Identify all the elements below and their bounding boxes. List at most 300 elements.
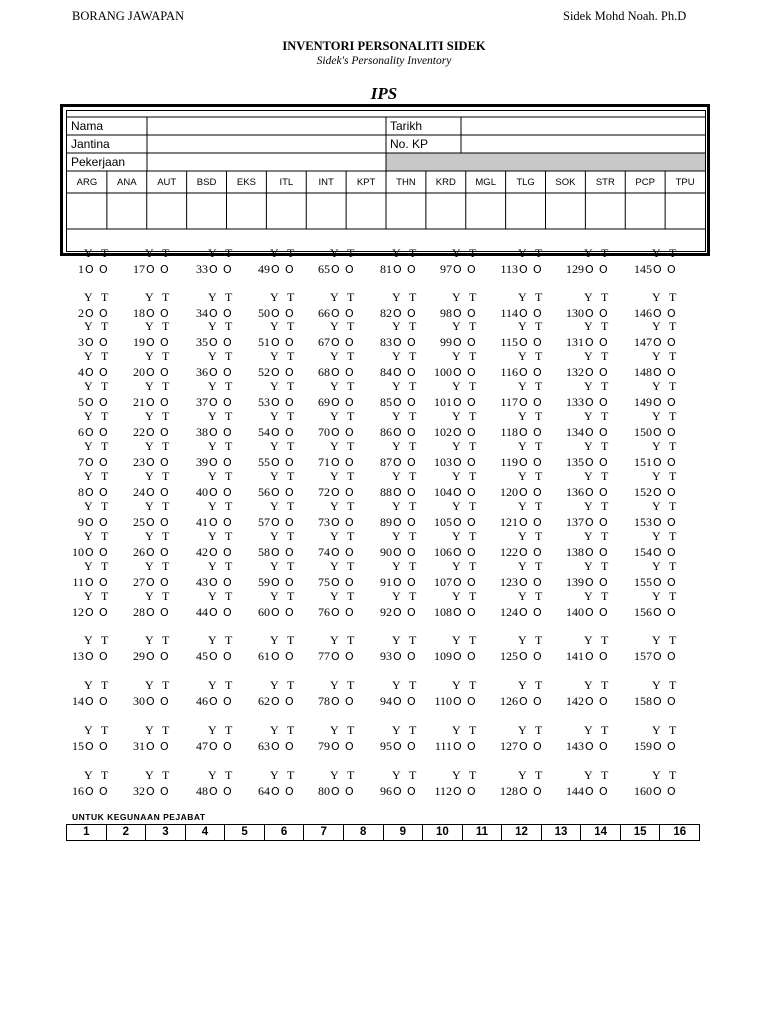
answer-no-bubble[interactable]: O [345, 650, 354, 663]
answer-yes-bubble[interactable]: O [519, 650, 528, 663]
answer-yes-bubble[interactable]: O [453, 606, 462, 619]
answer-yes-bubble[interactable]: O [331, 336, 340, 349]
answer-no-bubble[interactable]: O [407, 486, 416, 499]
answer-no-bubble[interactable]: O [285, 486, 294, 499]
answer-no-bubble[interactable]: O [533, 516, 542, 529]
answer-no-bubble[interactable]: O [467, 396, 476, 409]
answer-yes-bubble[interactable]: O [653, 263, 662, 276]
answer-no-bubble[interactable]: O [667, 486, 676, 499]
answer-yes-bubble[interactable]: O [271, 456, 280, 469]
answer-yes-bubble[interactable]: O [393, 263, 402, 276]
answer-yes-bubble[interactable]: O [519, 366, 528, 379]
answer-yes-bubble[interactable]: O [271, 396, 280, 409]
answer-no-bubble[interactable]: O [407, 456, 416, 469]
answer-no-bubble[interactable]: O [533, 606, 542, 619]
answer-no-bubble[interactable]: O [285, 546, 294, 559]
answer-yes-bubble[interactable]: O [271, 263, 280, 276]
answer-no-bubble[interactable]: O [223, 307, 232, 320]
answer-yes-bubble[interactable]: O [209, 606, 218, 619]
answer-no-bubble[interactable]: O [160, 695, 169, 708]
answer-yes-bubble[interactable]: O [453, 366, 462, 379]
answer-yes-bubble[interactable]: O [653, 426, 662, 439]
answer-no-bubble[interactable]: O [99, 336, 108, 349]
answer-yes-bubble[interactable]: O [331, 606, 340, 619]
answer-no-bubble[interactable]: O [467, 695, 476, 708]
answer-yes-bubble[interactable]: O [209, 307, 218, 320]
answer-yes-bubble[interactable]: O [393, 576, 402, 589]
answer-no-bubble[interactable]: O [667, 366, 676, 379]
answer-no-bubble[interactable]: O [99, 740, 108, 753]
answer-no-bubble[interactable]: O [407, 336, 416, 349]
answer-no-bubble[interactable]: O [160, 396, 169, 409]
answer-yes-bubble[interactable]: O [453, 576, 462, 589]
answer-yes-bubble[interactable]: O [653, 546, 662, 559]
answer-no-bubble[interactable]: O [533, 650, 542, 663]
answer-yes-bubble[interactable]: O [453, 336, 462, 349]
answer-yes-bubble[interactable]: O [453, 695, 462, 708]
answer-no-bubble[interactable]: O [599, 546, 608, 559]
answer-yes-bubble[interactable]: O [453, 307, 462, 320]
answer-no-bubble[interactable]: O [467, 366, 476, 379]
answer-no-bubble[interactable]: O [345, 307, 354, 320]
answer-yes-bubble[interactable]: O [146, 695, 155, 708]
answer-yes-bubble[interactable]: O [393, 740, 402, 753]
answer-yes-bubble[interactable]: O [519, 695, 528, 708]
answer-yes-bubble[interactable]: O [85, 456, 94, 469]
answer-no-bubble[interactable]: O [599, 740, 608, 753]
answer-yes-bubble[interactable]: O [653, 695, 662, 708]
answer-no-bubble[interactable]: O [285, 785, 294, 798]
answer-no-bubble[interactable]: O [223, 695, 232, 708]
answer-no-bubble[interactable]: O [533, 695, 542, 708]
answer-no-bubble[interactable]: O [599, 785, 608, 798]
answer-yes-bubble[interactable]: O [331, 263, 340, 276]
answer-no-bubble[interactable]: O [467, 307, 476, 320]
answer-no-bubble[interactable]: O [345, 486, 354, 499]
answer-no-bubble[interactable]: O [599, 263, 608, 276]
answer-yes-bubble[interactable]: O [585, 546, 594, 559]
answer-no-bubble[interactable]: O [345, 396, 354, 409]
answer-yes-bubble[interactable]: O [393, 307, 402, 320]
answer-yes-bubble[interactable]: O [585, 740, 594, 753]
answer-yes-bubble[interactable]: O [453, 785, 462, 798]
answer-no-bubble[interactable]: O [467, 785, 476, 798]
answer-no-bubble[interactable]: O [599, 456, 608, 469]
answer-no-bubble[interactable]: O [345, 263, 354, 276]
answer-no-bubble[interactable]: O [285, 366, 294, 379]
answer-no-bubble[interactable]: O [667, 695, 676, 708]
answer-no-bubble[interactable]: O [667, 740, 676, 753]
answer-yes-bubble[interactable]: O [653, 576, 662, 589]
answer-yes-bubble[interactable]: O [209, 546, 218, 559]
answer-yes-bubble[interactable]: O [519, 576, 528, 589]
answer-yes-bubble[interactable]: O [209, 785, 218, 798]
answer-yes-bubble[interactable]: O [146, 366, 155, 379]
answer-yes-bubble[interactable]: O [85, 650, 94, 663]
answer-no-bubble[interactable]: O [599, 650, 608, 663]
answer-yes-bubble[interactable]: O [393, 336, 402, 349]
answer-no-bubble[interactable]: O [407, 263, 416, 276]
answer-yes-bubble[interactable]: O [331, 576, 340, 589]
answer-no-bubble[interactable]: O [223, 785, 232, 798]
answer-no-bubble[interactable]: O [160, 336, 169, 349]
answer-yes-bubble[interactable]: O [585, 307, 594, 320]
answer-no-bubble[interactable]: O [533, 456, 542, 469]
answer-yes-bubble[interactable]: O [209, 576, 218, 589]
answer-no-bubble[interactable]: O [99, 785, 108, 798]
answer-no-bubble[interactable]: O [223, 516, 232, 529]
answer-yes-bubble[interactable]: O [146, 486, 155, 499]
answer-no-bubble[interactable]: O [407, 576, 416, 589]
answer-yes-bubble[interactable]: O [331, 785, 340, 798]
answer-no-bubble[interactable]: O [223, 426, 232, 439]
answer-no-bubble[interactable]: O [407, 650, 416, 663]
answer-yes-bubble[interactable]: O [331, 695, 340, 708]
answer-yes-bubble[interactable]: O [393, 456, 402, 469]
answer-yes-bubble[interactable]: O [209, 516, 218, 529]
answer-no-bubble[interactable]: O [407, 307, 416, 320]
answer-yes-bubble[interactable]: O [146, 426, 155, 439]
answer-no-bubble[interactable]: O [599, 336, 608, 349]
answer-no-bubble[interactable]: O [345, 576, 354, 589]
answer-no-bubble[interactable]: O [223, 336, 232, 349]
answer-yes-bubble[interactable]: O [585, 486, 594, 499]
answer-yes-bubble[interactable]: O [585, 785, 594, 798]
answer-yes-bubble[interactable]: O [393, 695, 402, 708]
answer-no-bubble[interactable]: O [467, 426, 476, 439]
answer-yes-bubble[interactable]: O [146, 516, 155, 529]
answer-no-bubble[interactable]: O [533, 263, 542, 276]
answer-no-bubble[interactable]: O [285, 263, 294, 276]
answer-yes-bubble[interactable]: O [331, 396, 340, 409]
answer-no-bubble[interactable]: O [407, 740, 416, 753]
answer-yes-bubble[interactable]: O [519, 740, 528, 753]
answer-yes-bubble[interactable]: O [85, 426, 94, 439]
answer-no-bubble[interactable]: O [160, 606, 169, 619]
answer-no-bubble[interactable]: O [533, 546, 542, 559]
answer-no-bubble[interactable]: O [533, 336, 542, 349]
answer-yes-bubble[interactable]: O [331, 456, 340, 469]
answer-no-bubble[interactable]: O [407, 695, 416, 708]
answer-no-bubble[interactable]: O [533, 307, 542, 320]
answer-yes-bubble[interactable]: O [453, 650, 462, 663]
answer-yes-bubble[interactable]: O [519, 785, 528, 798]
answer-yes-bubble[interactable]: O [453, 516, 462, 529]
answer-no-bubble[interactable]: O [160, 546, 169, 559]
answer-no-bubble[interactable]: O [667, 650, 676, 663]
answer-yes-bubble[interactable]: O [85, 695, 94, 708]
answer-yes-bubble[interactable]: O [519, 336, 528, 349]
answer-no-bubble[interactable]: O [345, 516, 354, 529]
answer-no-bubble[interactable]: O [223, 650, 232, 663]
answer-no-bubble[interactable]: O [599, 366, 608, 379]
answer-yes-bubble[interactable]: O [209, 426, 218, 439]
answer-yes-bubble[interactable]: O [146, 606, 155, 619]
answer-yes-bubble[interactable]: O [85, 263, 94, 276]
answer-no-bubble[interactable]: O [467, 740, 476, 753]
answer-yes-bubble[interactable]: O [585, 516, 594, 529]
answer-no-bubble[interactable]: O [160, 740, 169, 753]
answer-no-bubble[interactable]: O [99, 650, 108, 663]
answer-no-bubble[interactable]: O [667, 426, 676, 439]
answer-yes-bubble[interactable]: O [331, 516, 340, 529]
answer-yes-bubble[interactable]: O [393, 546, 402, 559]
answer-no-bubble[interactable]: O [285, 740, 294, 753]
answer-yes-bubble[interactable]: O [271, 486, 280, 499]
answer-yes-bubble[interactable]: O [271, 606, 280, 619]
answer-no-bubble[interactable]: O [160, 426, 169, 439]
answer-yes-bubble[interactable]: O [585, 366, 594, 379]
answer-no-bubble[interactable]: O [99, 263, 108, 276]
answer-no-bubble[interactable]: O [160, 263, 169, 276]
answer-no-bubble[interactable]: O [285, 336, 294, 349]
answer-yes-bubble[interactable]: O [453, 740, 462, 753]
answer-no-bubble[interactable]: O [285, 695, 294, 708]
answer-no-bubble[interactable]: O [407, 426, 416, 439]
answer-yes-bubble[interactable]: O [146, 396, 155, 409]
answer-yes-bubble[interactable]: O [209, 456, 218, 469]
answer-yes-bubble[interactable]: O [519, 396, 528, 409]
answer-yes-bubble[interactable]: O [585, 396, 594, 409]
answer-no-bubble[interactable]: O [599, 606, 608, 619]
answer-yes-bubble[interactable]: O [453, 546, 462, 559]
answer-no-bubble[interactable]: O [467, 456, 476, 469]
answer-yes-bubble[interactable]: O [585, 695, 594, 708]
answer-yes-bubble[interactable]: O [146, 336, 155, 349]
answer-yes-bubble[interactable]: O [209, 486, 218, 499]
answer-yes-bubble[interactable]: O [653, 366, 662, 379]
answer-yes-bubble[interactable]: O [585, 263, 594, 276]
answer-yes-bubble[interactable]: O [653, 740, 662, 753]
answer-yes-bubble[interactable]: O [585, 426, 594, 439]
answer-yes-bubble[interactable]: O [653, 650, 662, 663]
answer-yes-bubble[interactable]: O [209, 366, 218, 379]
answer-yes-bubble[interactable]: O [453, 263, 462, 276]
answer-yes-bubble[interactable]: O [271, 307, 280, 320]
answer-no-bubble[interactable]: O [599, 486, 608, 499]
answer-yes-bubble[interactable]: O [453, 486, 462, 499]
answer-no-bubble[interactable]: O [285, 426, 294, 439]
answer-yes-bubble[interactable]: O [271, 366, 280, 379]
answer-yes-bubble[interactable]: O [209, 740, 218, 753]
answer-no-bubble[interactable]: O [160, 785, 169, 798]
answer-yes-bubble[interactable]: O [146, 307, 155, 320]
answer-yes-bubble[interactable]: O [271, 576, 280, 589]
answer-yes-bubble[interactable]: O [146, 263, 155, 276]
answer-no-bubble[interactable]: O [599, 576, 608, 589]
answer-yes-bubble[interactable]: O [209, 336, 218, 349]
answer-yes-bubble[interactable]: O [146, 456, 155, 469]
answer-no-bubble[interactable]: O [99, 426, 108, 439]
answer-no-bubble[interactable]: O [667, 396, 676, 409]
answer-no-bubble[interactable]: O [533, 426, 542, 439]
answer-no-bubble[interactable]: O [407, 396, 416, 409]
answer-yes-bubble[interactable]: O [271, 426, 280, 439]
answer-no-bubble[interactable]: O [667, 576, 676, 589]
answer-yes-bubble[interactable]: O [453, 396, 462, 409]
answer-yes-bubble[interactable]: O [519, 307, 528, 320]
answer-yes-bubble[interactable]: O [331, 740, 340, 753]
answer-yes-bubble[interactable]: O [393, 366, 402, 379]
answer-no-bubble[interactable]: O [223, 396, 232, 409]
answer-no-bubble[interactable]: O [99, 606, 108, 619]
answer-yes-bubble[interactable]: O [653, 396, 662, 409]
answer-yes-bubble[interactable]: O [146, 740, 155, 753]
answer-no-bubble[interactable]: O [345, 456, 354, 469]
answer-no-bubble[interactable]: O [467, 263, 476, 276]
answer-no-bubble[interactable]: O [407, 785, 416, 798]
answer-no-bubble[interactable]: O [667, 516, 676, 529]
answer-no-bubble[interactable]: O [99, 695, 108, 708]
answer-no-bubble[interactable]: O [345, 336, 354, 349]
answer-no-bubble[interactable]: O [667, 785, 676, 798]
answer-no-bubble[interactable]: O [285, 456, 294, 469]
answer-no-bubble[interactable]: O [223, 546, 232, 559]
answer-yes-bubble[interactable]: O [331, 426, 340, 439]
answer-no-bubble[interactable]: O [467, 650, 476, 663]
answer-yes-bubble[interactable]: O [146, 576, 155, 589]
answer-no-bubble[interactable]: O [223, 606, 232, 619]
answer-no-bubble[interactable]: O [160, 456, 169, 469]
answer-yes-bubble[interactable]: O [653, 456, 662, 469]
answer-yes-bubble[interactable]: O [85, 396, 94, 409]
answer-no-bubble[interactable]: O [345, 606, 354, 619]
answer-no-bubble[interactable]: O [160, 366, 169, 379]
answer-no-bubble[interactable]: O [467, 576, 476, 589]
answer-yes-bubble[interactable]: O [85, 366, 94, 379]
answer-yes-bubble[interactable]: O [85, 785, 94, 798]
answer-yes-bubble[interactable]: O [519, 263, 528, 276]
answer-yes-bubble[interactable]: O [209, 263, 218, 276]
answer-yes-bubble[interactable]: O [85, 740, 94, 753]
answer-no-bubble[interactable]: O [99, 366, 108, 379]
answer-yes-bubble[interactable]: O [146, 650, 155, 663]
answer-yes-bubble[interactable]: O [393, 785, 402, 798]
answer-yes-bubble[interactable]: O [453, 426, 462, 439]
answer-yes-bubble[interactable]: O [85, 336, 94, 349]
answer-yes-bubble[interactable]: O [519, 426, 528, 439]
answer-no-bubble[interactable]: O [223, 263, 232, 276]
answer-no-bubble[interactable]: O [99, 486, 108, 499]
answer-no-bubble[interactable]: O [99, 576, 108, 589]
answer-no-bubble[interactable]: O [533, 486, 542, 499]
answer-yes-bubble[interactable]: O [653, 785, 662, 798]
answer-yes-bubble[interactable]: O [85, 307, 94, 320]
answer-no-bubble[interactable]: O [533, 576, 542, 589]
answer-no-bubble[interactable]: O [160, 486, 169, 499]
answer-no-bubble[interactable]: O [599, 426, 608, 439]
answer-no-bubble[interactable]: O [223, 486, 232, 499]
answer-no-bubble[interactable]: O [667, 456, 676, 469]
answer-no-bubble[interactable]: O [667, 263, 676, 276]
answer-no-bubble[interactable]: O [667, 606, 676, 619]
answer-no-bubble[interactable]: O [599, 516, 608, 529]
answer-no-bubble[interactable]: O [99, 456, 108, 469]
answer-yes-bubble[interactable]: O [585, 576, 594, 589]
answer-no-bubble[interactable]: O [285, 650, 294, 663]
answer-yes-bubble[interactable]: O [653, 336, 662, 349]
answer-no-bubble[interactable]: O [667, 546, 676, 559]
answer-no-bubble[interactable]: O [467, 516, 476, 529]
answer-no-bubble[interactable]: O [407, 546, 416, 559]
answer-yes-bubble[interactable]: O [271, 336, 280, 349]
answer-no-bubble[interactable]: O [533, 396, 542, 409]
answer-yes-bubble[interactable]: O [209, 650, 218, 663]
answer-yes-bubble[interactable]: O [331, 307, 340, 320]
answer-yes-bubble[interactable]: O [271, 516, 280, 529]
answer-yes-bubble[interactable]: O [85, 576, 94, 589]
answer-no-bubble[interactable]: O [285, 396, 294, 409]
answer-yes-bubble[interactable]: O [331, 650, 340, 663]
answer-no-bubble[interactable]: O [285, 576, 294, 589]
answer-yes-bubble[interactable]: O [453, 456, 462, 469]
answer-no-bubble[interactable]: O [285, 516, 294, 529]
answer-yes-bubble[interactable]: O [519, 606, 528, 619]
answer-yes-bubble[interactable]: O [209, 695, 218, 708]
answer-no-bubble[interactable]: O [533, 785, 542, 798]
answer-no-bubble[interactable]: O [407, 606, 416, 619]
answer-no-bubble[interactable]: O [467, 606, 476, 619]
answer-no-bubble[interactable]: O [533, 740, 542, 753]
answer-no-bubble[interactable]: O [99, 516, 108, 529]
answer-no-bubble[interactable]: O [223, 366, 232, 379]
answer-no-bubble[interactable]: O [285, 307, 294, 320]
answer-no-bubble[interactable]: O [345, 366, 354, 379]
answer-no-bubble[interactable]: O [223, 456, 232, 469]
answer-yes-bubble[interactable]: O [271, 785, 280, 798]
answer-yes-bubble[interactable]: O [393, 486, 402, 499]
answer-yes-bubble[interactable]: O [146, 785, 155, 798]
answer-no-bubble[interactable]: O [467, 546, 476, 559]
answer-yes-bubble[interactable]: O [393, 650, 402, 663]
answer-yes-bubble[interactable]: O [271, 546, 280, 559]
answer-no-bubble[interactable]: O [599, 695, 608, 708]
answer-no-bubble[interactable]: O [223, 740, 232, 753]
answer-no-bubble[interactable]: O [407, 366, 416, 379]
answer-no-bubble[interactable]: O [533, 366, 542, 379]
answer-yes-bubble[interactable]: O [85, 606, 94, 619]
answer-yes-bubble[interactable]: O [653, 606, 662, 619]
answer-yes-bubble[interactable]: O [271, 695, 280, 708]
answer-no-bubble[interactable]: O [160, 307, 169, 320]
answer-no-bubble[interactable]: O [99, 546, 108, 559]
answer-no-bubble[interactable]: O [160, 516, 169, 529]
answer-yes-bubble[interactable]: O [653, 307, 662, 320]
answer-yes-bubble[interactable]: O [653, 516, 662, 529]
answer-no-bubble[interactable]: O [99, 307, 108, 320]
answer-no-bubble[interactable]: O [160, 576, 169, 589]
answer-yes-bubble[interactable]: O [519, 456, 528, 469]
answer-yes-bubble[interactable]: O [85, 516, 94, 529]
answer-yes-bubble[interactable]: O [85, 546, 94, 559]
answer-no-bubble[interactable]: O [345, 546, 354, 559]
answer-yes-bubble[interactable]: O [393, 396, 402, 409]
answer-no-bubble[interactable]: O [345, 740, 354, 753]
answer-no-bubble[interactable]: O [467, 486, 476, 499]
answer-yes-bubble[interactable]: O [271, 650, 280, 663]
answer-no-bubble[interactable]: O [599, 396, 608, 409]
answer-no-bubble[interactable]: O [223, 576, 232, 589]
answer-yes-bubble[interactable]: O [146, 546, 155, 559]
answer-no-bubble[interactable]: O [99, 396, 108, 409]
answer-no-bubble[interactable]: O [407, 516, 416, 529]
answer-no-bubble[interactable]: O [667, 307, 676, 320]
answer-yes-bubble[interactable]: O [393, 516, 402, 529]
answer-no-bubble[interactable]: O [345, 785, 354, 798]
answer-yes-bubble[interactable]: O [393, 606, 402, 619]
answer-yes-bubble[interactable]: O [85, 486, 94, 499]
answer-no-bubble[interactable]: O [667, 336, 676, 349]
